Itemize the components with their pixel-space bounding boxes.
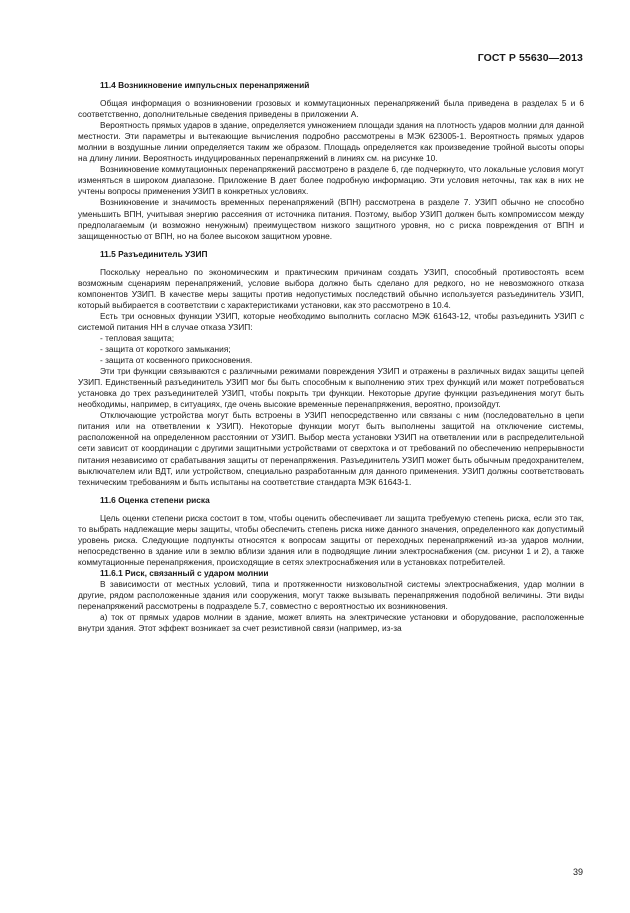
- paragraph: Общая информация о возникновении грозовых и коммутационных перенапряжений была приведена в разделах 5 и 6 соответственно, дополнительные сведения приведены в приложении А.: [78, 98, 584, 120]
- standard-designation: ГОСТ Р 55630—2013: [477, 52, 583, 64]
- heading-11-5: 11.5 Разъединитель УЗИП: [100, 248, 208, 259]
- paragraph: В зависимости от местных условий, типа и протяженности низковольтной системы электроснабжения, удар молнии в другие, рядом расположенные здания или сооружения, могут также вызывать перенапряжения подобной величины. Эти виды перенапряжений рассмотрены в подразделе 5.7, совместно с вероятностью их возникновения.: [78, 578, 584, 612]
- heading-11-4: 11.4 Возникновение импульсных перенапряжений: [100, 80, 310, 90]
- paragraph: Цель оценки степени риска состоит в том, чтобы оценить обеспечивает ли защита требуемую степень риска, если это так, то выбрать надлежащие меры защиты, чтобы обеспечить степень риска ниже данного значения, определенного как допустимый уровень риска. Следующие подпункты относятся к вопросам защиты от переходных перенапряжений из-за ударов молнии, непосредственно в здание или в землю вблизи здания или в подводящие линии электроснабжения (см. рисунки 1 и 2), а также коммутационные перенапряжения, происходящие в сетях электроснабжения или в установках потребителей.: [78, 512, 584, 567]
- paragraph: Есть три основных функции УЗИП, которые необходимо выполнить согласно МЭК 61643-12, чтобы разъединить УЗИП с системой питания НН в случае отказа УЗИП:: [78, 310, 584, 332]
- paragraph: Поскольку нереально по экономическим и практическим причинам создать УЗИП, способный противостоять всем возможным сценариям перенапряжений, условие выбора должно быть сделано для редкого, но не невозможного отказа компонентов УЗИП. В качестве меры защиты против недопустимых последствий обычно используется разъединитель УЗИП, который выбирается в соответствии с характеристиками установки, как это рассмотрено в 10.4.: [78, 266, 584, 310]
- paragraph: Отключающие устройства могут быть встроены в УЗИП непосредственно или связаны с ним (последовательно в цепи питания или на ответвлении к УЗИП). Некоторые функции могут быть выполнены защитой на отключение системы, расположенной на определенном расстоянии от УЗИП. Выбор места установки УЗИП на ответвлении или в распределительной сети зависит от координации с другими защитными устройствами от сверхтока и от требований по обеспечению непрерывности питания независимо от срабатывания защиты от перенапряжения. Разъединитель УЗИП может быть обычным предохранителем, выключателем или ВДТ, или устройством, специально разработанным для данного применения. УЗИП должны соответствовать техническим требованиям и быть испытаны на соответствие стандарта МЭК 61643-1.: [78, 410, 584, 487]
- function-list: [78, 333, 584, 366]
- page-number: 39: [572, 867, 583, 877]
- page-content: [78, 80, 584, 634]
- list-item: - тепловая защита;: [100, 332, 175, 343]
- list-item: - защита от короткого замыкания;: [100, 344, 231, 355]
- heading-11-6-1: 11.6.1 Риск, связанный с ударом молнии: [100, 567, 269, 578]
- list-item: - защита от косвенного прикосновения.: [100, 355, 253, 366]
- paragraph: Возникновение и значимость временных перенапряжений (ВПН) рассмотрена в разделе 7. УЗИП обычно не способно уменьшить ВПН, учитывая энергию рассеяния от источника питания. Поэтому, выбор УЗИП должен быть компромиссом между предполагаемым (и возможно ненужным) преимуществом низкого защитного уровня, но с риска повреждения от ВПН и защищенностью от ВПН, но на более высоком защитном уровне.: [78, 197, 584, 241]
- paragraph: Эти три функции связываются с различными режимами повреждения УЗИП и отражены в различных видах защиты цепей УЗИП. Единственный разъединитель УЗИП мог бы быть способным к выполнению этих трех функций или может потребоваться установка до трех разъединителей УЗИП, чтобы покрыть три функции. Некоторые другие функции разъединения могут быть необходимы, например, в ситуациях, где очень высокие временные перенапряжения, вероятно, произойдут.: [78, 366, 584, 410]
- paragraph: Вероятность прямых ударов в здание, определяется умножением площади здания на плотность ударов молнии для данной местности. Эти параметры и вытекающие вычисления подробно рассмотрены в МЭК 623005-1. Вероятность прямых ударов молнии в воздушные линии определяется таким же образом. Площадь определяется как произведение тройной высоты опоры на длину линии. Вероятность индуцированных перенапряжений в линиях см. на рисунке 10.: [78, 120, 584, 164]
- paragraph: Возникновение коммутационных перенапряжений рассмотрено в разделе 6, где подчеркнуто, что локальные условия могут изменяться в широком диапазоне. Приложение В дает более подробную информацию. Эти условия неточны, так как в них не учтены вопросы применения УЗИП в конкретных условиях.: [78, 164, 584, 197]
- paragraph: а) ток от прямых ударов молнии в здание, может влиять на электрические установки и оборудование, расположенные внутри здания. Этот эффект возникает за счет резистивной связи (например, из-за: [78, 612, 584, 634]
- heading-11-6: 11.6 Оценка степени риска: [100, 494, 210, 505]
